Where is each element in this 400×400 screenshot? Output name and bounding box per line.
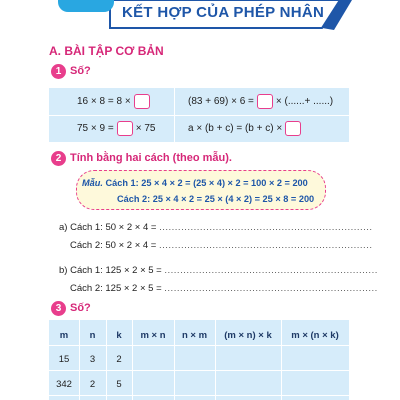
answer-box[interactable] xyxy=(134,94,150,109)
table-header-mn-times-k: (m × n) × k xyxy=(224,330,272,341)
question-1-number: 1 xyxy=(51,64,66,79)
table-cell-k: 2 xyxy=(116,354,122,365)
answer-line[interactable]: .................................................................... xyxy=(164,283,378,294)
example-line-1-text: Cách 1: 25 × 4 × 2 = (25 × 4) × 2 = 100 × 2 = 200 xyxy=(105,178,308,188)
answer-box[interactable] xyxy=(257,94,273,109)
question-1-label: Số? xyxy=(70,65,91,77)
table-cell-m: 15 xyxy=(58,354,70,365)
table-row-divider xyxy=(49,370,349,371)
question-3-label: Số? xyxy=(70,302,91,314)
table-cell-k: 5 xyxy=(116,379,122,390)
q1-row1-left-text: 16 × 8 = 8 × xyxy=(77,96,131,107)
exercise-b-way1-label: b) Cách 1: 125 × 2 × 5 = xyxy=(59,265,162,276)
table-header-k: k xyxy=(116,330,122,341)
table-row-divider xyxy=(49,115,349,116)
exercise-b-way2 xyxy=(70,283,378,294)
answer-box[interactable] xyxy=(285,121,301,136)
table-header-m-times-n: m × n xyxy=(140,330,166,341)
example-box xyxy=(76,170,326,210)
page-title: KẾT HỢP CỦA PHÉP NHÂN xyxy=(122,4,325,21)
q1-row1-right xyxy=(188,93,333,110)
q1-row2-left-text-b: × 75 xyxy=(135,123,156,134)
table-row-divider xyxy=(49,345,349,346)
table-header-n: n xyxy=(89,330,96,341)
q1-row2-left xyxy=(77,120,155,137)
table-cell-n: 3 xyxy=(89,354,96,365)
table-cell-n: 2 xyxy=(89,379,96,390)
table-header-n-times-m: n × m xyxy=(181,330,208,341)
example-line-1 xyxy=(82,178,308,188)
q1-row2-left-text-a: 75 × 9 = xyxy=(77,123,114,134)
exercise-a-way1 xyxy=(59,222,373,233)
section-title: A. BÀI TẬP CƠ BẢN xyxy=(49,44,164,58)
example-line-2: Cách 2: 25 × 4 × 2 = 25 × (4 × 2) = 25 × 8 = 200 xyxy=(117,194,315,204)
table-column-divider xyxy=(174,88,175,142)
exercise-a-way1-label: a) Cách 1: 50 × 2 × 4 = xyxy=(59,222,157,233)
answer-box[interactable] xyxy=(117,121,133,136)
q1-row1-right-text-b: × (......+ ......) xyxy=(275,96,334,107)
q1-row2-right xyxy=(188,120,304,137)
table-row-divider xyxy=(49,395,349,396)
exercise-b-way2-label: Cách 2: 125 × 2 × 5 = xyxy=(70,283,162,294)
page-header xyxy=(0,0,400,40)
q1-row1-left xyxy=(77,93,153,110)
exercise-a-way2 xyxy=(70,240,372,251)
table-header-m-times-nk: m × (n × k) xyxy=(291,330,339,341)
answer-line[interactable]: .................................................................... xyxy=(159,240,373,251)
table-header-m: m xyxy=(59,330,69,341)
question-2-label: Tính bằng hai cách (theo mẫu). xyxy=(70,152,232,164)
answer-line[interactable]: .................................................................... xyxy=(164,265,378,276)
example-prefix: Mẫu. xyxy=(82,178,103,188)
question-3-number: 3 xyxy=(51,301,66,316)
table-cell-m: 342 xyxy=(56,379,72,390)
exercise-a-way2-label: Cách 2: 50 × 2 × 4 = xyxy=(70,240,157,251)
question-2-number: 2 xyxy=(51,151,66,166)
q1-row2-right-text: a × (b + c) = (b + c) × xyxy=(188,123,283,134)
answer-line[interactable]: .................................................................... xyxy=(159,222,373,233)
q1-row1-right-text-a: (83 + 69) × 6 = xyxy=(188,96,254,107)
exercise-b-way1 xyxy=(59,265,378,276)
header-badge xyxy=(58,0,114,12)
